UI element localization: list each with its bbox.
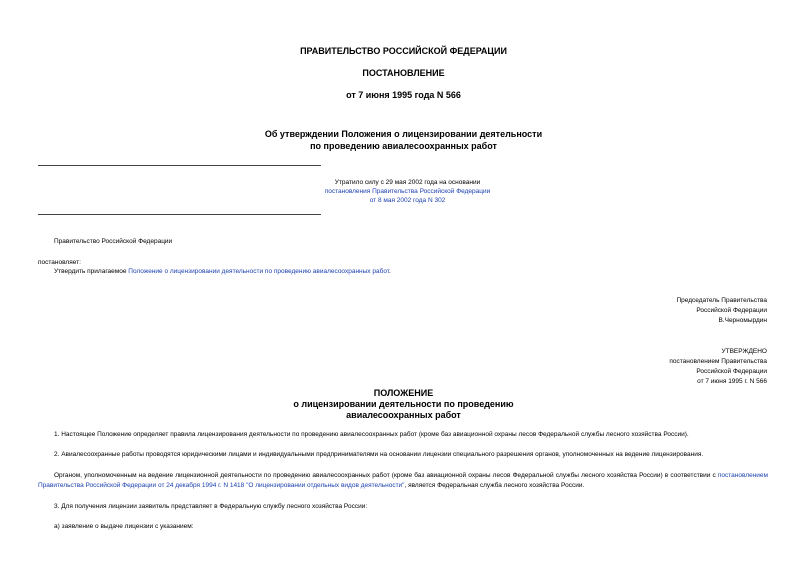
invalidation-link-line2[interactable]: постановления Правительства Российской Федерации bbox=[324, 188, 491, 195]
top-divider bbox=[38, 165, 321, 166]
document-date-number: от 7 июня 1995 года N 566 bbox=[346, 90, 461, 100]
approved-block bbox=[669, 347, 767, 387]
regulation-link[interactable]: Положение о лицензировании деятельности по проведению авиалесоохранных работ bbox=[128, 268, 390, 275]
paragraph-4: 3. Для получения лицензии заявитель представляет в Федеральную службу лесного хозяйства России: bbox=[54, 503, 368, 510]
approve-prefix: Утвердить прилагаемое bbox=[54, 268, 129, 275]
approve-suffix: . bbox=[389, 268, 391, 275]
signature-line3: В.Черномырдин bbox=[718, 317, 767, 324]
bottom-divider bbox=[38, 214, 321, 215]
paragraph-2: 2. Авиалесоохранные работы проводятся юридическими лицами и индивидуальными предпринимателями на основании лицензии специального разрешения органов, уполномоченных на ведение лицензирования. bbox=[54, 451, 704, 458]
regulation-subtitle1: о лицензировании деятельности по проведению bbox=[293, 399, 514, 409]
regulation-title: ПОЛОЖЕНИЕ bbox=[373, 388, 434, 398]
regulation-subtitle2: авиалесоохранных работ bbox=[346, 410, 461, 420]
document-type: ПОСТАНОВЛЕНИЕ bbox=[362, 68, 445, 78]
document-title-line2: по проведению авиалесоохранных работ bbox=[310, 141, 497, 151]
invalidation-link-line3[interactable]: от 8 мая 2002 года N 302 bbox=[369, 197, 446, 204]
approved-line2: постановлением Правительства bbox=[669, 358, 767, 365]
document-title-line1: Об утверждении Положения о лицензировании деятельности bbox=[264, 129, 543, 139]
signature-line2: Российской Федерации bbox=[696, 307, 767, 314]
paragraph-3 bbox=[38, 471, 768, 491]
approved-line4: от 7 июня 1995 г. N 566 bbox=[697, 378, 767, 385]
paragraph-5: а) заявление о выдаче лицензии с указанием: bbox=[54, 523, 194, 530]
approved-line3: Российской Федерации bbox=[696, 368, 767, 375]
approved-line1: УТВЕРЖДЕНО bbox=[721, 348, 767, 355]
paragraph-1: 1. Настоящее Положение определяет правила лицензирования деятельности по проведению авиалесоохранных работ (кроме баз авиационной охраны лесов Федеральной службы лесного хозяйства России). bbox=[54, 431, 689, 438]
government-heading: ПРАВИТЕЛЬСТВО РОССИЙСКОЙ ФЕДЕРАЦИИ bbox=[300, 46, 507, 56]
preamble-subject: Правительство Российской Федерации bbox=[54, 238, 173, 245]
approve-paragraph bbox=[54, 267, 784, 277]
preamble-verb: постановляет: bbox=[38, 259, 81, 266]
signature-block bbox=[676, 296, 767, 326]
paragraph-3-prefix: Органом, уполномоченным на ведение лицензионной деятельности по проведению авиалесоохранных работ (кроме баз авиационной охраны лесов Федеральной службы лесного хозяйства России) в соответствии с bbox=[54, 472, 718, 479]
signature-line1: Председатель Правительства bbox=[676, 297, 767, 304]
invalidation-line1: Утратило силу с 29 мая 2002 года на основании bbox=[334, 179, 481, 186]
paragraph-3-suffix: , является Федеральная служба лесного хозяйства России. bbox=[404, 482, 585, 489]
decree-1418-link[interactable]: постановлением Правительства Российской Федерации от 24 декабря 1994 г. N 1418 "О лицензировании отдельных видов деятельности" bbox=[38, 472, 768, 489]
